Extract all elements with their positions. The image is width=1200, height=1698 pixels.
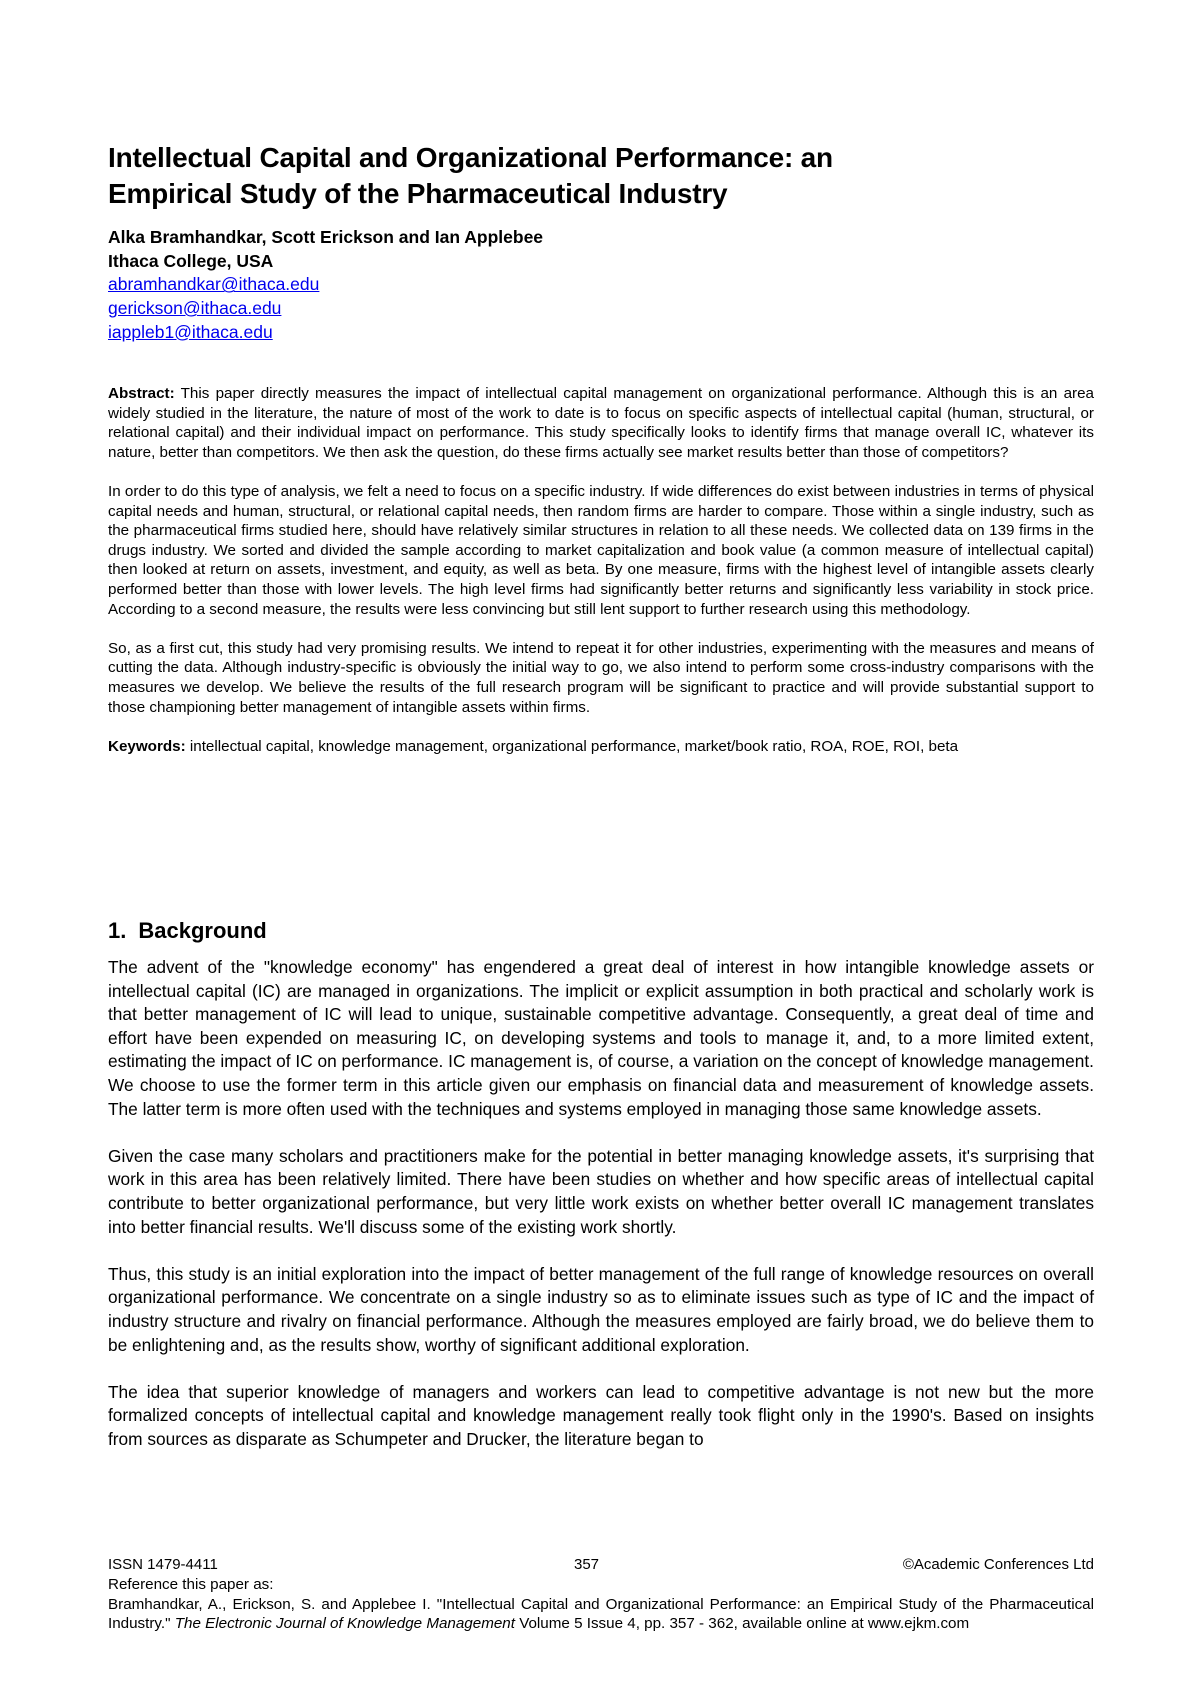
reference-label: Reference this paper as:	[108, 1576, 274, 1593]
affiliation: Ithaca College, USA	[108, 250, 274, 271]
keywords-label: Keywords:	[108, 737, 186, 755]
section-title: Background	[138, 918, 267, 943]
reference-text: Bramhandkar, A., Erickson, S. and Applebee I. "Intellectual Capital and Organizational Performance: an Empirical Study of the Pharmaceutical Industry." The Electronic Journal of Knowledge Management Volume 5 Issue 4, pp. 357 - 362, available online at www.ejkm.com	[108, 1595, 1094, 1633]
title-line-2: Empirical Study of the Pharmaceutical Industry	[108, 178, 728, 209]
keywords	[108, 737, 1094, 757]
author-names: Alka Bramhandkar, Scott Erickson and Ian Applebee	[108, 227, 544, 247]
paper-title	[108, 140, 1094, 212]
abstract-paragraph-3: So, as a first cut, this study had very promising results. We intend to repeat it for other industries, experimenting with the measures and means of cutting the data. Although industry-specific is obviously the initial way to go, we also intend to perform some cross-industry comparisons with the measures we develop. We believe the results of the full research program will be significant to practice and will provide substantial support to those championing better management of intangible assets within firms.	[108, 639, 1094, 716]
email-link-3[interactable]: iappleb1@ithaca.edu	[108, 321, 273, 342]
body-paragraph-4: The idea that superior knowledge of managers and workers can lead to competitive advantage is not new but the more formalized concepts of intellectual capital and knowledge management really took flight only in the 1990's. Based on insights from sources as disparate as Schumpeter and Drucker, the literature began to	[108, 1381, 1094, 1449]
abstract-paragraph-2: In order to do this type of analysis, we felt a need to focus on a specific industry. If wide differences do exist between industries in terms of physical capital needs and human, structural, or relational capital needs, then random firms are harder to compare. Those within a single industry, such as the pharmaceutical firms studied here, should have relatively similar structures in relation to all these needs. We collected data on 139 firms in the drugs industry. We sorted and divided the sample according to market capitalization and book value (a common measure of intellectual capital) then looked at return on assets, investment, and equity, as well as beta. By one measure, firms with the highest level of intangible assets clearly performed better than those with lower levels. The high level firms had significantly better returns and significantly less variability in stock price. According to a second measure, the results were less convincing but still lent support to further research using this methodology.	[108, 482, 1094, 618]
abstract-paragraph-1: Abstract: This paper directly measures the impact of intellectual capital management on organizational performance. Although this is an area widely studied in the literature, the nature of most of the work to date is to focus on specific aspects of intellectual capital (human, structural, or relational capital) and their individual impact on performance. This study specifically looks to identify firms that manage overall IC, whatever its nature, better than competitors. We then ask the question, do these firms actually see market results better than those of competitors?	[108, 385, 1095, 461]
journal-name: The Electronic Journal of Knowledge Management	[174, 1615, 515, 1633]
page-number: 357	[574, 1556, 600, 1573]
copyright: ©Academic Conferences Ltd	[902, 1556, 1094, 1573]
section-number: 1.	[108, 918, 127, 943]
section-body	[108, 956, 1094, 1475]
email-link-1[interactable]: abramhandkar@ithaca.edu	[108, 274, 320, 295]
body-paragraph-1: The advent of the "knowledge economy" has engendered a great deal of interest in how intangible knowledge assets or intellectual capital (IC) are managed in organizations. The implicit or explicit assumption in both practical and scholarly work is that better management of IC will lead to unique, sustainable competitive advantage. Consequently, a great deal of time and effort have been expended on measuring IC, on developing systems and tools to manage it, and, to a more limited extent, estimating the impact of IC on performance. IC management is, of course, a variation on the concept of knowledge management. We choose to use the former term in this article given our emphasis on financial data and measurement of knowledge assets. The latter term is more often used with the techniques and systems employed in managing those same knowledge assets.	[108, 957, 1094, 1119]
author-block	[108, 226, 543, 345]
email-link-2[interactable]: gerickson@ithaca.edu	[108, 298, 282, 319]
abstract-label: Abstract:	[108, 385, 175, 402]
keywords-text: intellectual capital, knowledge management, organizational performance, market/book ratio, ROA, ROE, ROI, beta	[189, 737, 959, 755]
body-paragraph-3: Thus, this study is an initial exploration into the impact of better management of the full range of knowledge resources on overall organizational performance. We concentrate on a single industry so as to eliminate issues such as type of IC and the impact of industry structure and rivalry on financial performance. Although the measures employed are fairly broad, we do believe them to be enlightening and, as the results show, worthy of significant additional exploration.	[108, 1263, 1094, 1355]
citation-reference	[108, 1575, 1094, 1634]
title-line-1: Intellectual Capital and Organizational Performance: an	[108, 142, 833, 173]
issn: ISSN 1479-4411	[108, 1556, 218, 1573]
abstract-section	[108, 384, 1094, 776]
section-heading-background	[108, 918, 267, 944]
body-paragraph-2: Given the case many scholars and practitioners make for the potential in better managing knowledge assets, it's surprising that work in this area has been relatively limited. There have been studies on whether and how specific areas of intellectual capital contribute to better organizational performance, but very little work exists on whether better overall IC management translates into better financial results. We'll discuss some of the existing work shortly.	[108, 1145, 1094, 1237]
